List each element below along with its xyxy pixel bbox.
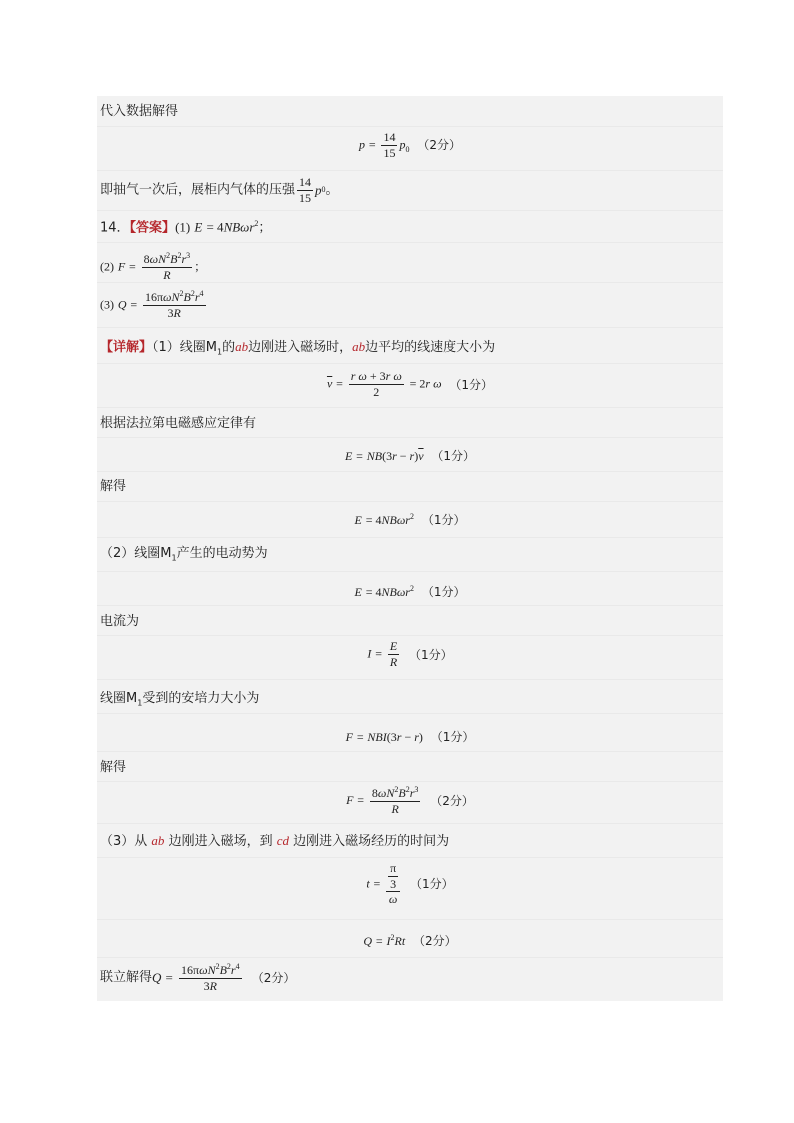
text: 解得: [100, 760, 127, 775]
text: 解得: [100, 479, 127, 494]
text: 产生的电动势为: [176, 546, 268, 561]
fraction: $\frac{14}{15}$: [383, 130, 396, 160]
score-label: （2分）: [430, 794, 474, 809]
equation-heat: $Q = I^2Rt$ （2分）: [363, 933, 457, 948]
text: 受到的安培力大小为: [142, 691, 260, 706]
equation-force-2: F = $\frac{8\omega N^2B^2r^3}{R}$ （2分）: [346, 785, 474, 816]
answer-line-3: (3) Q = $\frac{16\pi\omega N^2B^2r^4}{3R}$: [100, 289, 204, 320]
score-label: （2分）: [251, 970, 296, 985]
text-line: [100, 480, 126, 493]
subscript: 1: [171, 553, 177, 563]
text-line: [100, 105, 178, 118]
subscript: 1: [217, 347, 223, 357]
equation-force-1: F = NBI(3r − r) （1分）: [345, 730, 475, 744]
text: 边刚进入磁场时，: [248, 340, 353, 355]
equation-time: t = $\frac{\frac{\pi}{3}}{\omega}$ （1分）: [366, 861, 454, 907]
text-line: [100, 692, 259, 708]
score-label: （1分）: [421, 513, 466, 527]
text: 线圈M: [100, 691, 138, 706]
text: ；: [258, 220, 272, 236]
answer-line-2: (2) F = $\frac{8\omega N^2B^2r^3}{R}$ ；: [100, 251, 207, 282]
text-line: [100, 417, 256, 430]
text-line: [100, 615, 139, 628]
text: （3）从: [100, 834, 148, 849]
part-label: (3): [100, 297, 114, 312]
variable: ab: [352, 339, 366, 354]
text: （1）线圈M: [152, 340, 218, 355]
fraction: $\frac{8\omega N^2B^2r^3}{R}$: [143, 251, 191, 282]
equation-emf-3: E = 4NBωr$^2$ （1分）: [354, 584, 466, 599]
final-line: 联立解得Q = $\frac{16\pi\omega N^2B^2r^4}{3R}$ （2分）: [100, 962, 296, 993]
text: （2）线圈M: [100, 546, 172, 561]
text: ；: [194, 259, 207, 274]
text-line: [100, 547, 268, 563]
fraction: $\frac{E}{R}$: [389, 639, 398, 669]
score-label: （2分）: [412, 934, 457, 948]
text-line: [100, 761, 126, 774]
subscript: 1: [137, 698, 143, 708]
part-label: (1): [175, 219, 191, 235]
text: 。: [325, 182, 339, 198]
equation-current: I = $\frac{E}{R}$ （1分）: [367, 639, 453, 669]
text: 边刚进入磁场经历的时间为: [293, 834, 450, 849]
score-label: （1分）: [410, 877, 454, 892]
text: 代入数据解得: [100, 104, 179, 119]
score-label: （1分）: [408, 647, 453, 662]
text: 边平均的线速度大小为: [365, 340, 496, 355]
variable: cd: [276, 833, 289, 848]
text-line: [100, 834, 449, 848]
variable: ab: [151, 833, 165, 848]
question-number: 14．: [100, 220, 130, 236]
answer-line-1: 14．【答案】(1) E = 4NBωr$^2$；: [100, 219, 272, 236]
row-divider: [97, 472, 723, 502]
variable: ab: [235, 339, 249, 354]
score-label: （1分）: [421, 585, 466, 599]
fraction: $\frac{16\pi\omega N^2B^2r^4}{3R}$: [144, 289, 204, 320]
detail-line: [100, 340, 495, 357]
fraction: $\frac{16\pi\omega N^2B^2r^4}{3R}$: [181, 962, 240, 993]
score-label: （1分）: [430, 730, 475, 744]
fraction: $\frac{\frac{\pi}{3}}{\omega}$: [386, 862, 400, 906]
fraction: $\frac{14}{15}$: [299, 175, 312, 205]
text: 即抽气一次后，展柜内气体的压强: [100, 182, 296, 198]
score-label: （1分）: [431, 449, 476, 463]
text: 根据法拉第电磁感应定律有: [100, 416, 257, 431]
score-label: （1分）: [449, 377, 494, 392]
row-divider: [97, 752, 723, 782]
text: 边刚进入磁场，到: [168, 834, 273, 849]
text: 的: [222, 340, 236, 355]
detail-tag: 【详解】: [100, 340, 153, 355]
row-divider: [97, 96, 723, 127]
equation-emf-2: E = 4NBωr$^2$ （1分）: [354, 512, 466, 527]
answer-tag: 【答案】: [129, 220, 176, 236]
score-label: （2分）: [417, 137, 461, 152]
part-label: (2): [100, 259, 114, 274]
fraction: $\frac{\text{r ω + 3r ω}}{2}$: [350, 369, 402, 399]
row-divider: [97, 606, 723, 636]
equation-velocity: $\overline{v}$ = $\frac{\text{r ω + 3r ω}}{2}$ = 2r ω （1分）: [326, 369, 494, 399]
text: 联立解得: [100, 970, 153, 986]
equation-emf-1: $E = NB(3r - r)\overline{v}$ （1分）: [344, 449, 476, 463]
text-line: 即抽气一次后，展柜内气体的压强 $\frac{14}{15}$ p0。: [100, 175, 339, 205]
text: 电流为: [100, 614, 140, 629]
equation-pressure: p = $\frac{14}{15}$ $p_0$ （2分）: [359, 130, 461, 160]
fraction: $\frac{8\omega N^2B^2r^3}{R}$: [371, 785, 419, 816]
